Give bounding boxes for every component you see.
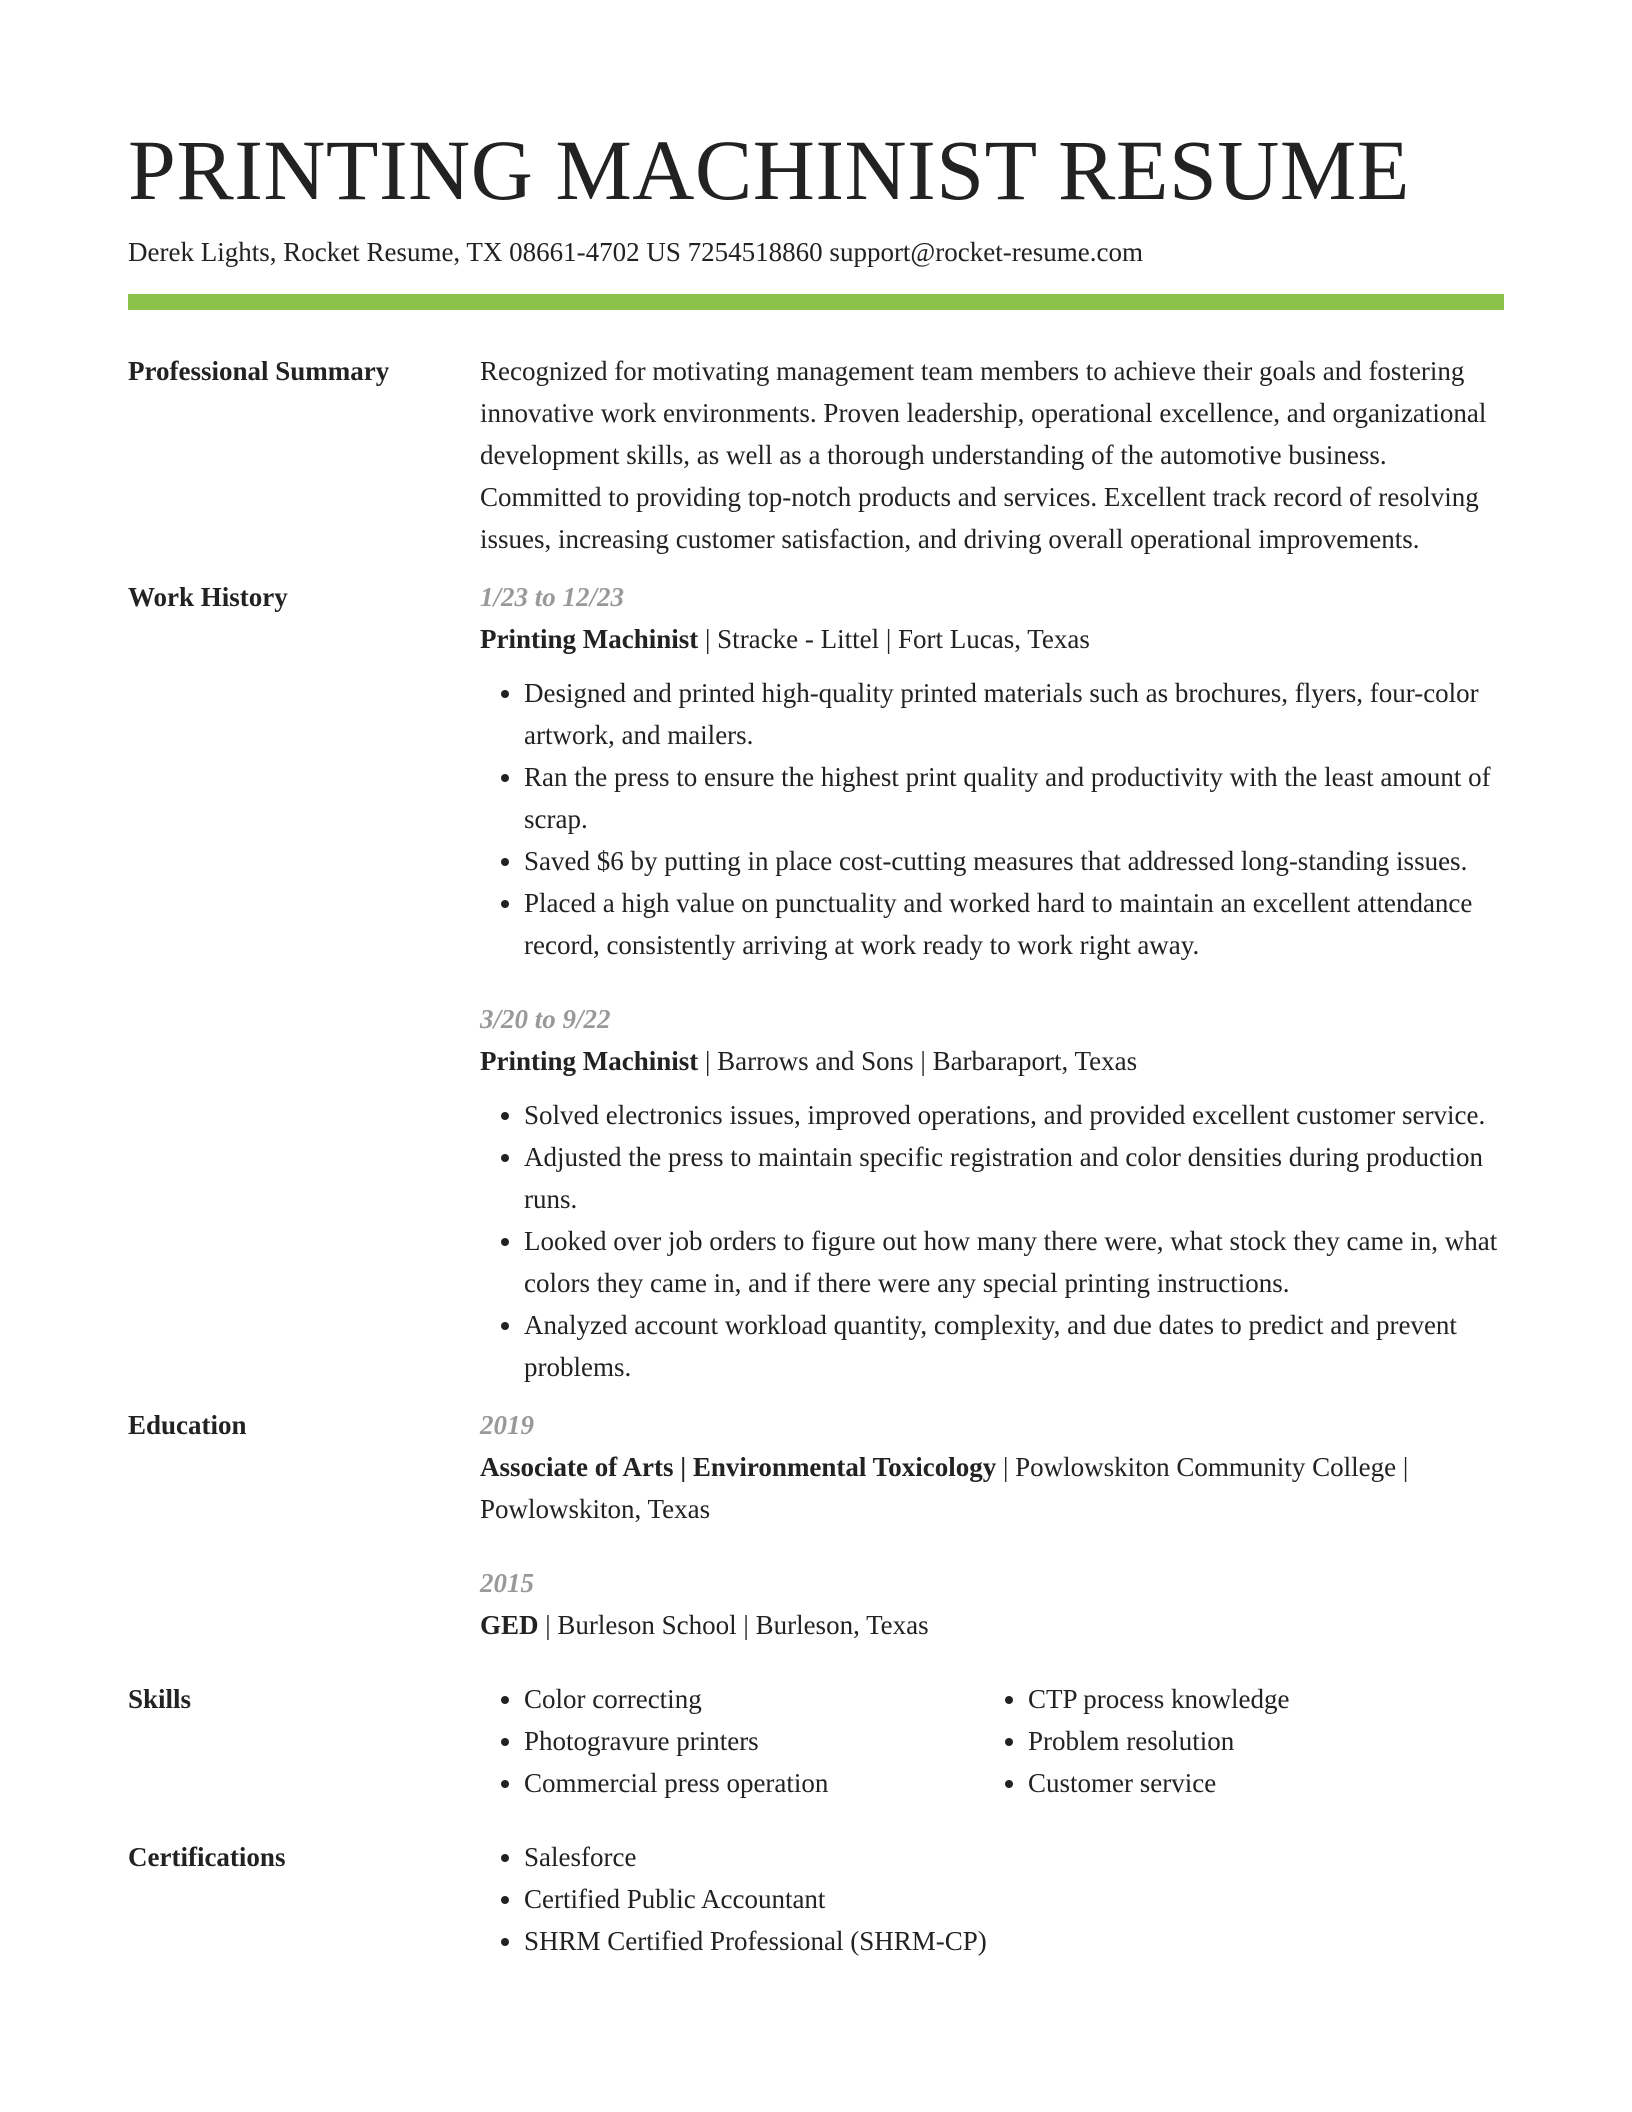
certifications-section — [128, 1836, 1504, 1962]
work-history-section — [128, 576, 1504, 1388]
job-dates: 1/23 to 12/23 — [480, 582, 625, 612]
resume-page — [128, 0, 1504, 1962]
job-bullet: • Placed a high value on punctuality and worked hard to maintain an excellent attendance record, consistently arriving at work ready to work right away. — [524, 882, 1504, 966]
skills-grid — [480, 1678, 1504, 1804]
education-label: Education — [128, 1410, 247, 1440]
job-entry — [480, 998, 1504, 1388]
skills-section — [128, 1678, 1504, 1804]
education-body — [480, 1404, 1504, 1646]
job-details: | Barrows and Sons | Barbaraport, Texas — [698, 1046, 1138, 1076]
job-bullet: • Adjusted the press to maintain specific registration and color densities during production runs. — [524, 1136, 1504, 1220]
job-heading — [480, 618, 1504, 660]
skill-item: • Commercial press operation — [524, 1762, 984, 1804]
job-bullet: • Analyzed account workload quantity, complexity, and due dates to predict and prevent problems. — [524, 1304, 1504, 1388]
job-title: Printing Machinist — [480, 1046, 699, 1076]
certification-item: • Salesforce — [524, 1836, 1504, 1878]
education-details: | Powlowskiton Community College | Powlowskiton, Texas — [480, 1452, 1409, 1524]
skills-label: Skills — [128, 1684, 192, 1714]
education-heading — [480, 1446, 1504, 1530]
education-section — [128, 1404, 1504, 1646]
job-bullet: • Solved electronics issues, improved operations, and provided excellent customer service. — [524, 1094, 1504, 1136]
work-history-label: Work History — [128, 582, 288, 612]
accent-divider — [128, 294, 1504, 310]
certifications-list — [480, 1836, 1504, 1962]
summary-body — [480, 350, 1504, 560]
education-degree: GED — [480, 1610, 539, 1640]
skill-item: • Customer service — [1028, 1762, 1488, 1804]
summary-label: Professional Summary — [128, 356, 390, 386]
certification-item: • SHRM Certified Professional (SHRM-CP) — [524, 1920, 1504, 1962]
skill-item: • Color correcting — [524, 1678, 984, 1720]
certification-item: • Certified Public Accountant — [524, 1878, 1504, 1920]
job-bullet: • Designed and printed high-quality printed materials such as brochures, flyers, four-color artwork, and mailers. — [524, 672, 1504, 756]
education-degree: Associate of Arts | Environmental Toxicology — [480, 1452, 997, 1482]
skills-body — [480, 1678, 1504, 1804]
resume-title: PRINTING MACHINIST RESUME — [128, 122, 1410, 218]
education-heading — [480, 1604, 1504, 1646]
education-year: 2019 — [480, 1410, 534, 1440]
education-entry — [480, 1562, 1504, 1646]
contact-line: Derek Lights, Rocket Resume, TX 08661-4702 US 7254518860 support@rocket-resume.com — [128, 237, 1143, 267]
skill-item: • Photogravure printers — [524, 1720, 984, 1762]
job-bullet-list — [480, 672, 1504, 966]
education-year: 2015 — [480, 1568, 534, 1598]
skills-list-right — [984, 1678, 1488, 1804]
job-dates: 3/20 to 9/22 — [480, 1004, 611, 1034]
job-heading — [480, 1040, 1504, 1082]
job-entry — [480, 576, 1504, 966]
work-history-body — [480, 576, 1504, 1388]
job-details: | Stracke - Littel | Fort Lucas, Texas — [698, 624, 1090, 654]
certifications-label: Certifications — [128, 1842, 286, 1872]
job-title: Printing Machinist — [480, 624, 699, 654]
skill-item: • CTP process knowledge — [1028, 1678, 1488, 1720]
certifications-body — [480, 1836, 1504, 1962]
job-bullet-list — [480, 1094, 1504, 1388]
skills-list-left — [480, 1678, 984, 1804]
job-bullet: • Saved $6 by putting in place cost-cutting measures that addressed long-standing issues. — [524, 840, 1504, 882]
education-details: | Burleson School | Burleson, Texas — [538, 1610, 929, 1640]
job-bullet: • Ran the press to ensure the highest print quality and productivity with the least amount of scrap. — [524, 756, 1504, 840]
summary-section — [128, 350, 1504, 560]
job-bullet: • Looked over job orders to figure out how many there were, what stock they came in, what colors they came in, and if there were any special printing instructions. — [524, 1220, 1504, 1304]
education-entry — [480, 1404, 1504, 1530]
summary-text: Recognized for motivating management team members to achieve their goals and fostering innovative work environments. Proven leadership, operational excellence, and organizational development skills, as well as a thorough understanding of the automotive business. Committed to providing top-notch products and services. Excellent track record of resolving issues, increasing customer satisfaction, and driving overall operational improvements. — [480, 356, 1487, 554]
skill-item: • Problem resolution — [1028, 1720, 1488, 1762]
